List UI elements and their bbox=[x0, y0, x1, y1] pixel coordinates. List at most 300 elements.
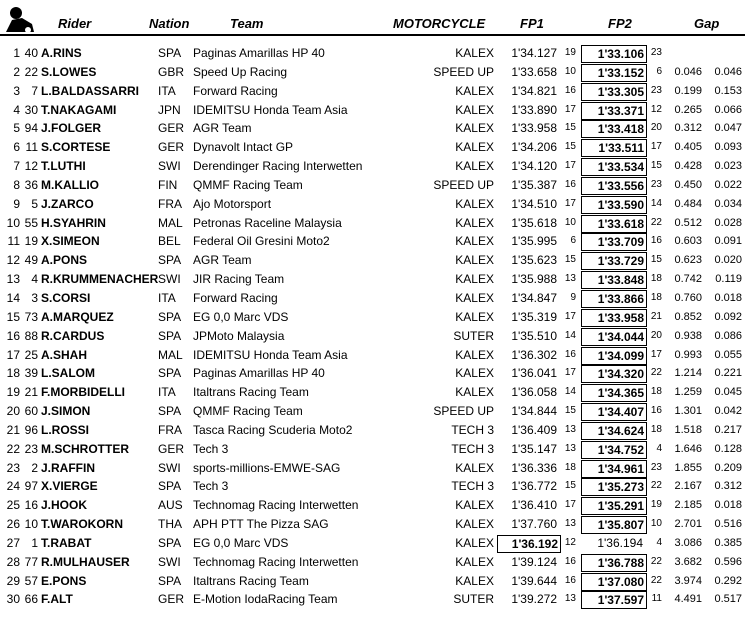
fp1-time-cell: 1'36.336 bbox=[511, 460, 557, 475]
fp2-time-cell: 1'35.273 bbox=[581, 478, 647, 496]
fp1-lap-cell: 13 bbox=[564, 442, 576, 454]
rider-name-cell: H.SYAHRIN bbox=[41, 215, 106, 230]
fp1-lap-cell: 16 bbox=[564, 348, 576, 360]
gap-prev-cell: 0.086 bbox=[714, 329, 742, 342]
position-cell: 30 bbox=[6, 592, 20, 607]
fp1-lap-cell: 6 bbox=[570, 235, 576, 247]
position-cell: 12 bbox=[6, 253, 20, 268]
team-cell: QMMF Racing Team bbox=[193, 177, 303, 192]
fp1-time-cell: 1'35.387 bbox=[511, 177, 557, 192]
motorcycle-cell: KALEX bbox=[455, 385, 494, 400]
position-cell: 29 bbox=[6, 573, 20, 588]
nation-cell: SPA bbox=[158, 479, 182, 494]
fp1-time-cell: 1'35.319 bbox=[511, 309, 557, 324]
team-cell: Technomag Racing Interwetten bbox=[193, 498, 359, 513]
rider-number-cell: 73 bbox=[24, 309, 38, 324]
rider-number-cell: 23 bbox=[24, 441, 38, 456]
fp1-time-cell: 1'34.847 bbox=[511, 290, 557, 305]
rider-number-cell: 88 bbox=[24, 328, 38, 343]
position-cell: 25 bbox=[6, 498, 20, 513]
rider-number-cell: 25 bbox=[24, 347, 38, 362]
table-row bbox=[0, 402, 745, 421]
table-row bbox=[0, 214, 745, 233]
gap-cell: 0.428 bbox=[674, 160, 702, 173]
table-row bbox=[0, 101, 745, 120]
header-fp2: FP2 bbox=[608, 16, 632, 31]
fp2-time-cell: 1'34.365 bbox=[581, 384, 647, 402]
rider-number-cell: 96 bbox=[24, 422, 38, 437]
nation-cell: GER bbox=[158, 441, 185, 456]
team-cell: IDEMITSU Honda Team Asia bbox=[193, 102, 348, 117]
fp1-lap-cell: 13 bbox=[564, 593, 576, 605]
rider-name-cell: A.PONS bbox=[41, 253, 88, 268]
fp2-lap-cell: 22 bbox=[650, 480, 662, 492]
fp1-lap-cell: 10 bbox=[564, 216, 576, 228]
table-row bbox=[0, 119, 745, 138]
rider-name-cell: J.FOLGER bbox=[41, 121, 102, 136]
nation-cell: SPA bbox=[158, 404, 182, 419]
rider-number-cell: 77 bbox=[24, 554, 38, 569]
table-row bbox=[0, 232, 745, 251]
gap-prev-cell: 0.209 bbox=[714, 461, 742, 474]
position-cell: 16 bbox=[6, 328, 20, 343]
rider-name-cell: L.SALOM bbox=[41, 366, 95, 381]
header-nation: Nation bbox=[149, 16, 190, 31]
table-row bbox=[0, 176, 745, 195]
fp1-lap-cell: 17 bbox=[564, 197, 576, 209]
nation-cell: FRA bbox=[158, 196, 182, 211]
gap-cell: 3.086 bbox=[674, 536, 702, 549]
gap-prev-cell: 0.153 bbox=[714, 84, 742, 97]
fp1-lap-cell: 15 bbox=[564, 480, 576, 492]
rider-number-cell: 10 bbox=[24, 517, 38, 532]
fp2-time-cell: 1'33.106 bbox=[581, 45, 647, 63]
team-cell: Forward Racing bbox=[193, 83, 278, 98]
header-divider bbox=[0, 34, 745, 36]
rider-name-cell: A.SHAH bbox=[41, 347, 88, 362]
rider-name-cell: J.SIMON bbox=[41, 404, 91, 419]
position-cell: 7 bbox=[13, 159, 20, 174]
gap-prev-cell: 0.066 bbox=[714, 103, 742, 116]
fp1-lap-cell: 13 bbox=[564, 518, 576, 530]
gap-prev-cell: 0.091 bbox=[714, 235, 742, 248]
fp2-lap-cell: 15 bbox=[650, 160, 662, 172]
fp2-lap-cell: 23 bbox=[650, 461, 662, 473]
rider-name-cell: T.NAKAGAMI bbox=[41, 102, 117, 117]
fp2-time-cell: 1'33.556 bbox=[581, 177, 647, 195]
team-cell: JIR Racing Team bbox=[193, 272, 285, 287]
rider-number-cell: 55 bbox=[24, 215, 38, 230]
team-cell: Tech 3 bbox=[193, 479, 229, 494]
fp2-lap-cell: 23 bbox=[650, 47, 662, 58]
fp2-lap-cell: 6 bbox=[656, 65, 662, 77]
fp1-lap-cell: 13 bbox=[564, 423, 576, 435]
fp2-lap-cell: 23 bbox=[650, 178, 662, 190]
gap-cell: 4.491 bbox=[674, 593, 702, 606]
fp2-time-cell: 1'33.511 bbox=[581, 139, 647, 157]
fp1-time-cell: 1'34.120 bbox=[511, 159, 557, 174]
team-cell: Speed Up Racing bbox=[193, 64, 288, 79]
team-cell: Derendinger Racing Interwetten bbox=[193, 159, 363, 174]
fp1-time-cell: 1'36.302 bbox=[511, 347, 557, 362]
rider-number-cell: 16 bbox=[24, 498, 38, 513]
fp2-lap-cell: 16 bbox=[650, 405, 662, 417]
nation-cell: SWI bbox=[158, 554, 181, 569]
motorcycle-cell: KALEX bbox=[455, 234, 494, 249]
position-cell: 6 bbox=[13, 140, 20, 155]
fp1-time-cell: 1'34.821 bbox=[511, 83, 557, 98]
fp1-time-cell: 1'33.890 bbox=[511, 102, 557, 117]
gap-cell: 0.603 bbox=[674, 235, 702, 248]
fp2-lap-cell: 18 bbox=[650, 273, 662, 285]
position-cell: 13 bbox=[6, 272, 20, 287]
gap-cell: 1.518 bbox=[674, 423, 702, 436]
team-cell: IDEMITSU Honda Team Asia bbox=[193, 347, 348, 362]
header-motorcycle: MOTORCYCLE bbox=[393, 16, 486, 31]
rider-name-cell: F.MORBIDELLI bbox=[41, 385, 125, 400]
fp1-lap-cell: 17 bbox=[564, 160, 576, 172]
motorcycle-cell: KALEX bbox=[455, 215, 494, 230]
fp1-time-cell: 1'37.760 bbox=[511, 517, 557, 532]
team-cell: QMMF Racing Team bbox=[193, 404, 303, 419]
fp1-lap-cell: 10 bbox=[564, 65, 576, 77]
table-row bbox=[0, 63, 745, 82]
position-cell: 15 bbox=[6, 309, 20, 324]
gap-prev-cell: 0.092 bbox=[714, 310, 742, 323]
rider-name-cell: X.SIMEON bbox=[41, 234, 100, 249]
rider-number-cell: 1 bbox=[31, 535, 38, 550]
gap-prev-cell: 0.217 bbox=[714, 423, 742, 436]
rider-number-cell: 94 bbox=[24, 121, 38, 136]
nation-cell: SPA bbox=[158, 573, 182, 588]
rider-name-cell: J.RAFFIN bbox=[41, 460, 95, 475]
fp2-lap-cell: 20 bbox=[650, 122, 662, 134]
fp2-lap-cell: 16 bbox=[650, 235, 662, 247]
fp1-lap-cell: 16 bbox=[564, 178, 576, 190]
rider-number-cell: 49 bbox=[24, 253, 38, 268]
rider-name-cell: J.ZARCO bbox=[41, 196, 94, 211]
table-row bbox=[0, 421, 745, 440]
fp1-lap-cell: 19 bbox=[564, 47, 576, 58]
gap-cell: 1.301 bbox=[674, 405, 702, 418]
rider-number-cell: 19 bbox=[24, 234, 38, 249]
motorcycle-cell: KALEX bbox=[455, 196, 494, 211]
gap-cell: 0.450 bbox=[674, 178, 702, 191]
table-row bbox=[0, 82, 745, 101]
gap-prev-cell: 0.023 bbox=[714, 160, 742, 173]
fp2-time-cell: 1'33.618 bbox=[581, 215, 647, 233]
nation-cell: JPN bbox=[158, 102, 181, 117]
table-row bbox=[0, 195, 745, 214]
table-row bbox=[0, 364, 745, 383]
gap-cell: 0.623 bbox=[674, 254, 702, 267]
position-cell: 1 bbox=[13, 46, 20, 60]
table-row bbox=[0, 44, 745, 63]
table-row bbox=[0, 138, 745, 157]
gap-cell: 1.259 bbox=[674, 386, 702, 399]
gap-cell: 0.312 bbox=[674, 122, 702, 135]
fp1-lap-cell: 16 bbox=[564, 555, 576, 567]
fp2-lap-cell: 17 bbox=[650, 141, 662, 153]
gap-cell: 0.993 bbox=[674, 348, 702, 361]
position-cell: 20 bbox=[6, 404, 20, 419]
rider-name-cell: S.LOWES bbox=[41, 64, 97, 79]
header-rider: Rider bbox=[58, 16, 92, 31]
gap-prev-cell: 0.385 bbox=[714, 536, 742, 549]
table-row bbox=[0, 383, 745, 402]
fp1-time-cell: 1'35.988 bbox=[511, 272, 557, 287]
fp2-time-cell: 1'34.752 bbox=[581, 441, 647, 459]
gap-prev-cell: 0.028 bbox=[714, 216, 742, 229]
position-cell: 27 bbox=[6, 535, 20, 550]
fp1-lap-cell: 18 bbox=[564, 461, 576, 473]
fp2-time-cell: 1'34.044 bbox=[581, 328, 647, 346]
fp2-time-cell: 1'33.418 bbox=[581, 120, 647, 138]
rider-number-cell: 12 bbox=[24, 159, 38, 174]
fp1-time-cell: 1'34.510 bbox=[511, 196, 557, 211]
gap-prev-cell: 0.046 bbox=[714, 65, 742, 78]
motorcycle-cell: KALEX bbox=[455, 347, 494, 362]
position-cell: 23 bbox=[6, 460, 20, 475]
motorcycle-cell: KALEX bbox=[455, 140, 494, 155]
fp2-time-cell: 1'34.624 bbox=[581, 422, 647, 440]
fp2-time-cell: 1'34.961 bbox=[581, 460, 647, 478]
gap-cell: 1.855 bbox=[674, 461, 702, 474]
table-header bbox=[0, 0, 745, 38]
fp2-lap-cell: 17 bbox=[650, 348, 662, 360]
position-cell: 4 bbox=[13, 102, 20, 117]
position-cell: 21 bbox=[6, 422, 20, 437]
table-row bbox=[0, 157, 745, 176]
gap-prev-cell: 0.093 bbox=[714, 141, 742, 154]
motorcycle-cell: TECH 3 bbox=[451, 479, 494, 494]
fp1-lap-cell: 15 bbox=[564, 122, 576, 134]
rider-number-cell: 66 bbox=[24, 592, 38, 607]
fp2-time-cell: 1'34.407 bbox=[581, 403, 647, 421]
rider-name-cell: L.BALDASSARRI bbox=[41, 83, 139, 98]
nation-cell: SPA bbox=[158, 366, 182, 381]
fp2-time-cell: 1'37.080 bbox=[581, 573, 647, 591]
fp2-time-cell: 1'33.729 bbox=[581, 252, 647, 270]
fp2-lap-cell: 15 bbox=[650, 254, 662, 266]
rider-name-cell: A.RINS bbox=[41, 46, 82, 60]
gap-cell: 1.214 bbox=[674, 367, 702, 380]
rider-name-cell: R.MULHAUSER bbox=[41, 554, 130, 569]
table-row bbox=[0, 534, 745, 553]
motorcycle-cell: KALEX bbox=[455, 159, 494, 174]
rider-name-cell: S.CORSI bbox=[41, 290, 91, 305]
motorcycle-cell: SPEED UP bbox=[433, 404, 494, 419]
rider-number-cell: 3 bbox=[31, 290, 38, 305]
rider-number-cell: 60 bbox=[24, 404, 38, 419]
rider-name-cell: T.LUTHI bbox=[41, 159, 86, 174]
gap-prev-cell: 0.022 bbox=[714, 178, 742, 191]
fp1-time-cell: 1'36.058 bbox=[511, 385, 557, 400]
team-cell: Federal Oil Gresini Moto2 bbox=[193, 234, 330, 249]
fp1-lap-cell: 17 bbox=[564, 367, 576, 379]
fp1-time-cell: 1'35.510 bbox=[511, 328, 557, 343]
position-cell: 5 bbox=[13, 121, 20, 136]
fp1-time-cell: 1'34.206 bbox=[511, 140, 557, 155]
gap-prev-cell: 0.018 bbox=[714, 291, 742, 304]
gap-prev-cell: 0.055 bbox=[714, 348, 742, 361]
motorcycle-cell: KALEX bbox=[455, 46, 494, 60]
position-cell: 22 bbox=[6, 441, 20, 456]
gap-prev-cell: 0.596 bbox=[714, 555, 742, 568]
table-row bbox=[0, 459, 745, 478]
fp1-time-cell: 1'35.623 bbox=[511, 253, 557, 268]
team-cell: Italtrans Racing Team bbox=[193, 573, 309, 588]
fp1-lap-cell: 16 bbox=[564, 574, 576, 586]
fp1-time-cell: 1'39.272 bbox=[511, 592, 557, 607]
nation-cell: SPA bbox=[158, 535, 182, 550]
fp1-time-cell: 1'35.618 bbox=[511, 215, 557, 230]
fp2-lap-cell: 23 bbox=[650, 84, 662, 96]
motorcycle-cell: KALEX bbox=[455, 102, 494, 117]
fp1-lap-cell: 12 bbox=[564, 536, 576, 548]
motorcycle-cell: KALEX bbox=[455, 83, 494, 98]
nation-cell: FRA bbox=[158, 422, 182, 437]
table-row bbox=[0, 553, 745, 572]
team-cell: EG 0,0 Marc VDS bbox=[193, 535, 289, 550]
nation-cell: AUS bbox=[158, 498, 183, 513]
fp2-lap-cell: 18 bbox=[650, 423, 662, 435]
gap-prev-cell: 0.045 bbox=[714, 386, 742, 399]
header-fp1: FP1 bbox=[520, 16, 544, 31]
rider-name-cell: R.CARDUS bbox=[41, 328, 105, 343]
rider-name-cell: M.SCHROTTER bbox=[41, 441, 129, 456]
fp2-lap-cell: 19 bbox=[650, 499, 662, 511]
gap-cell: 0.199 bbox=[674, 84, 702, 97]
nation-cell: SWI bbox=[158, 272, 181, 287]
position-cell: 14 bbox=[6, 290, 20, 305]
nation-cell: SPA bbox=[158, 46, 182, 60]
gap-prev-cell: 0.119 bbox=[715, 273, 742, 286]
gap-cell: 0.742 bbox=[674, 273, 702, 286]
gap-cell: 0.484 bbox=[674, 197, 702, 210]
rider-name-cell: X.VIERGE bbox=[41, 479, 98, 494]
nation-cell: ITA bbox=[158, 290, 176, 305]
fp1-lap-cell: 9 bbox=[570, 291, 576, 303]
motorcycle-cell: KALEX bbox=[455, 498, 494, 513]
gap-prev-cell: 0.128 bbox=[714, 442, 742, 455]
position-cell: 2 bbox=[13, 64, 20, 79]
rider-number-cell: 4 bbox=[31, 272, 38, 287]
fp1-time-cell: 1'39.124 bbox=[511, 554, 557, 569]
team-cell: Paginas Amarillas HP 40 bbox=[193, 46, 325, 60]
rider-name-cell: M.KALLIO bbox=[41, 177, 99, 192]
fp2-time-cell: 1'33.709 bbox=[581, 233, 647, 251]
team-cell: E-Motion IodaRacing Team bbox=[193, 592, 338, 607]
fp2-time-cell: 1'33.534 bbox=[581, 158, 647, 176]
fp2-time-cell: 1'33.958 bbox=[581, 309, 647, 327]
table-row bbox=[0, 590, 745, 609]
fp1-time-cell: 1'36.041 bbox=[511, 366, 557, 381]
rider-number-cell: 57 bbox=[24, 573, 38, 588]
fp2-time-cell: 1'33.152 bbox=[581, 64, 647, 82]
fp2-lap-cell: 22 bbox=[650, 555, 662, 567]
rider-number-cell: 97 bbox=[24, 479, 38, 494]
motorcycle-cell: KALEX bbox=[455, 366, 494, 381]
table-row bbox=[0, 515, 745, 534]
fp1-time-cell: 1'36.410 bbox=[511, 498, 557, 513]
fp1-lap-cell: 17 bbox=[564, 310, 576, 322]
fp1-lap-cell: 17 bbox=[564, 499, 576, 511]
table-row bbox=[0, 346, 745, 365]
motorcycle-cell: SUTER bbox=[453, 328, 494, 343]
gap-cell: 2.185 bbox=[674, 499, 702, 512]
rider-name-cell: J.HOOK bbox=[41, 498, 88, 513]
fp2-lap-cell: 11 bbox=[651, 593, 662, 605]
nation-cell: ITA bbox=[158, 83, 176, 98]
fp2-lap-cell: 14 bbox=[650, 197, 662, 209]
rider-name-cell: S.CORTESE bbox=[41, 140, 111, 155]
rider-logo-icon bbox=[2, 2, 36, 34]
nation-cell: SWI bbox=[158, 460, 181, 475]
position-cell: 11 bbox=[7, 234, 20, 249]
fp2-time-cell: 1'33.590 bbox=[581, 196, 647, 214]
fp2-time-cell: 1'36.194 bbox=[597, 535, 643, 550]
rider-number-cell: 30 bbox=[24, 102, 38, 117]
fp2-lap-cell: 12 bbox=[650, 103, 662, 115]
fp1-lap-cell: 13 bbox=[564, 273, 576, 285]
gap-prev-cell: 0.516 bbox=[714, 518, 742, 531]
fp1-lap-cell: 15 bbox=[564, 254, 576, 266]
table-row bbox=[0, 251, 745, 270]
nation-cell: SPA bbox=[158, 328, 182, 343]
rider-number-cell: 36 bbox=[24, 177, 38, 192]
fp1-time-cell: 1'36.772 bbox=[511, 479, 557, 494]
position-cell: 18 bbox=[6, 366, 20, 381]
table-row bbox=[0, 440, 745, 459]
table-row bbox=[0, 477, 745, 496]
fp1-time-cell: 1'36.192 bbox=[497, 535, 561, 553]
nation-cell: MAL bbox=[158, 347, 183, 362]
motorcycle-cell: KALEX bbox=[455, 272, 494, 287]
fp2-lap-cell: 21 bbox=[650, 310, 662, 322]
fp2-lap-cell: 18 bbox=[650, 291, 662, 303]
nation-cell: SPA bbox=[158, 309, 182, 324]
rider-name-cell: F.ALT bbox=[41, 592, 73, 607]
motorcycle-cell: TECH 3 bbox=[451, 422, 494, 437]
gap-prev-cell: 0.517 bbox=[714, 593, 742, 606]
position-cell: 24 bbox=[6, 479, 20, 494]
fp2-time-cell: 1'33.371 bbox=[581, 102, 647, 120]
team-cell: Tech 3 bbox=[193, 441, 229, 456]
position-cell: 28 bbox=[6, 554, 20, 569]
fp1-time-cell: 1'33.958 bbox=[511, 121, 557, 136]
table-row bbox=[0, 572, 745, 591]
team-cell: EG 0,0 Marc VDS bbox=[193, 309, 289, 324]
fp1-lap-cell: 14 bbox=[564, 329, 576, 341]
fp1-time-cell: 1'35.995 bbox=[511, 234, 557, 249]
rider-number-cell: 5 bbox=[31, 196, 38, 211]
motorcycle-cell: KALEX bbox=[455, 253, 494, 268]
motorcycle-cell: KALEX bbox=[455, 554, 494, 569]
table-row bbox=[0, 270, 745, 289]
gap-cell: 2.167 bbox=[674, 480, 702, 493]
nation-cell: GER bbox=[158, 592, 185, 607]
fp2-time-cell: 1'33.866 bbox=[581, 290, 647, 308]
motorcycle-cell: KALEX bbox=[455, 460, 494, 475]
fp2-time-cell: 1'37.597 bbox=[581, 591, 647, 609]
fp2-time-cell: 1'36.788 bbox=[581, 554, 647, 572]
motorcycle-cell: TECH 3 bbox=[451, 441, 494, 456]
rider-number-cell: 2 bbox=[31, 460, 38, 475]
motorcycle-cell: KALEX bbox=[455, 517, 494, 532]
fp2-lap-cell: 18 bbox=[650, 386, 662, 398]
gap-cell: 3.682 bbox=[674, 555, 702, 568]
